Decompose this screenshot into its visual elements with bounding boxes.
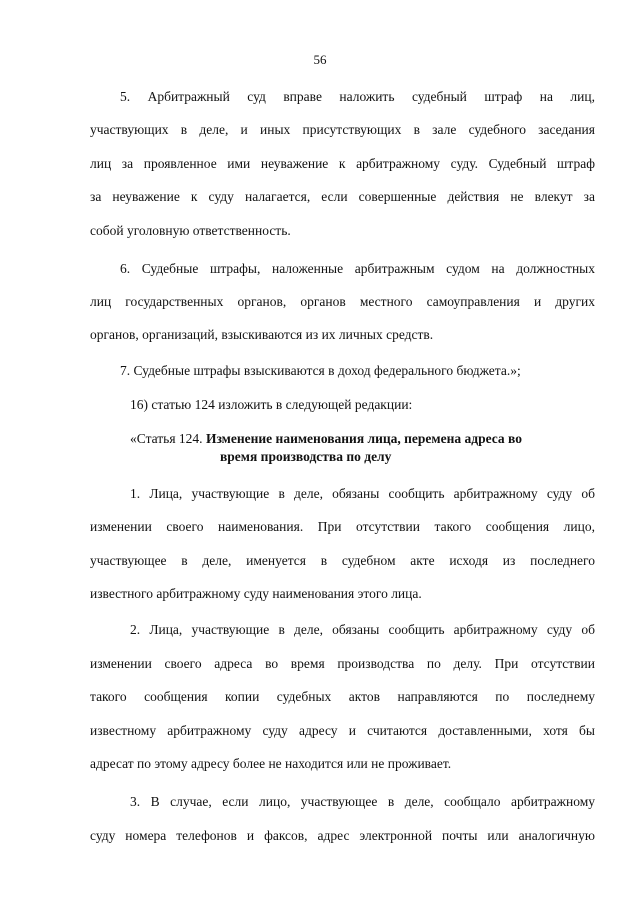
- paragraph-line: 6. Судебные штрафы, наложенные арбитражным судом на должностных: [120, 261, 595, 276]
- paragraph-line: 3. В случае, если лицо, участвующее в деле, сообщало арбитражному: [130, 794, 595, 809]
- paragraph-line: 7. Судебные штрафы взыскиваются в доход федерального бюджета.»;: [120, 363, 521, 378]
- paragraph-line: собой уголовную ответственность.: [90, 223, 291, 238]
- paragraph-line: участвующее в деле, именуется в судебном акте исходя из последнего: [90, 553, 595, 568]
- paragraph-line: суду номера телефонов и факсов, адрес электронной почты или аналогичную: [90, 828, 595, 843]
- paragraph-line: органов, организаций, взыскиваются из их личных средств.: [90, 327, 434, 342]
- paragraph-line: участвующих в деле, и иных присутствующих в зале судебного заседания: [90, 122, 595, 137]
- paragraph-line: 16) статью 124 изложить в следующей редакции:: [130, 397, 413, 412]
- paragraph-line: известному арбитражному суду адресу и считаются доставленными, хотя бы: [90, 723, 595, 738]
- paragraph-line: лиц государственных органов, органов местного самоуправления и других: [90, 294, 595, 309]
- article-title: [130, 430, 522, 448]
- paragraph-line: такого сообщения копии судебных актов направляются по последнему: [90, 689, 595, 704]
- article-heading: Изменение наименования лица, перемена адреса во: [205, 431, 522, 446]
- article-number: «Статья 124.: [130, 431, 203, 446]
- paragraph-line: лиц за проявленное ими неуважение к арбитражному суду. Судебный штраф: [90, 156, 595, 171]
- page-number: 56: [313, 52, 327, 67]
- paragraph-line: изменении своего адреса во время производства по делу. При отсутствии: [90, 656, 595, 671]
- article-heading-cont: время производства по делу: [220, 449, 392, 464]
- paragraph-line: адресат по этому адресу более не находится или не проживает.: [90, 756, 452, 771]
- paragraph-line: известного арбитражному суду наименования этого лица.: [90, 586, 422, 601]
- paragraph-line: изменении своего наименования. При отсутствии такого сообщения лицо,: [90, 519, 595, 534]
- paragraph-line: за неуважение к суду налагается, если совершенные действия не влекут за: [90, 189, 595, 204]
- paragraph-line: 1. Лица, участвующие в деле, обязаны сообщить арбитражному суду об: [130, 486, 595, 501]
- paragraph-line: 5. Арбитражный суд вправе наложить судебный штраф на лиц,: [120, 89, 595, 104]
- paragraph-line: 2. Лица, участвующие в деле, обязаны сообщить арбитражному суду об: [130, 622, 595, 637]
